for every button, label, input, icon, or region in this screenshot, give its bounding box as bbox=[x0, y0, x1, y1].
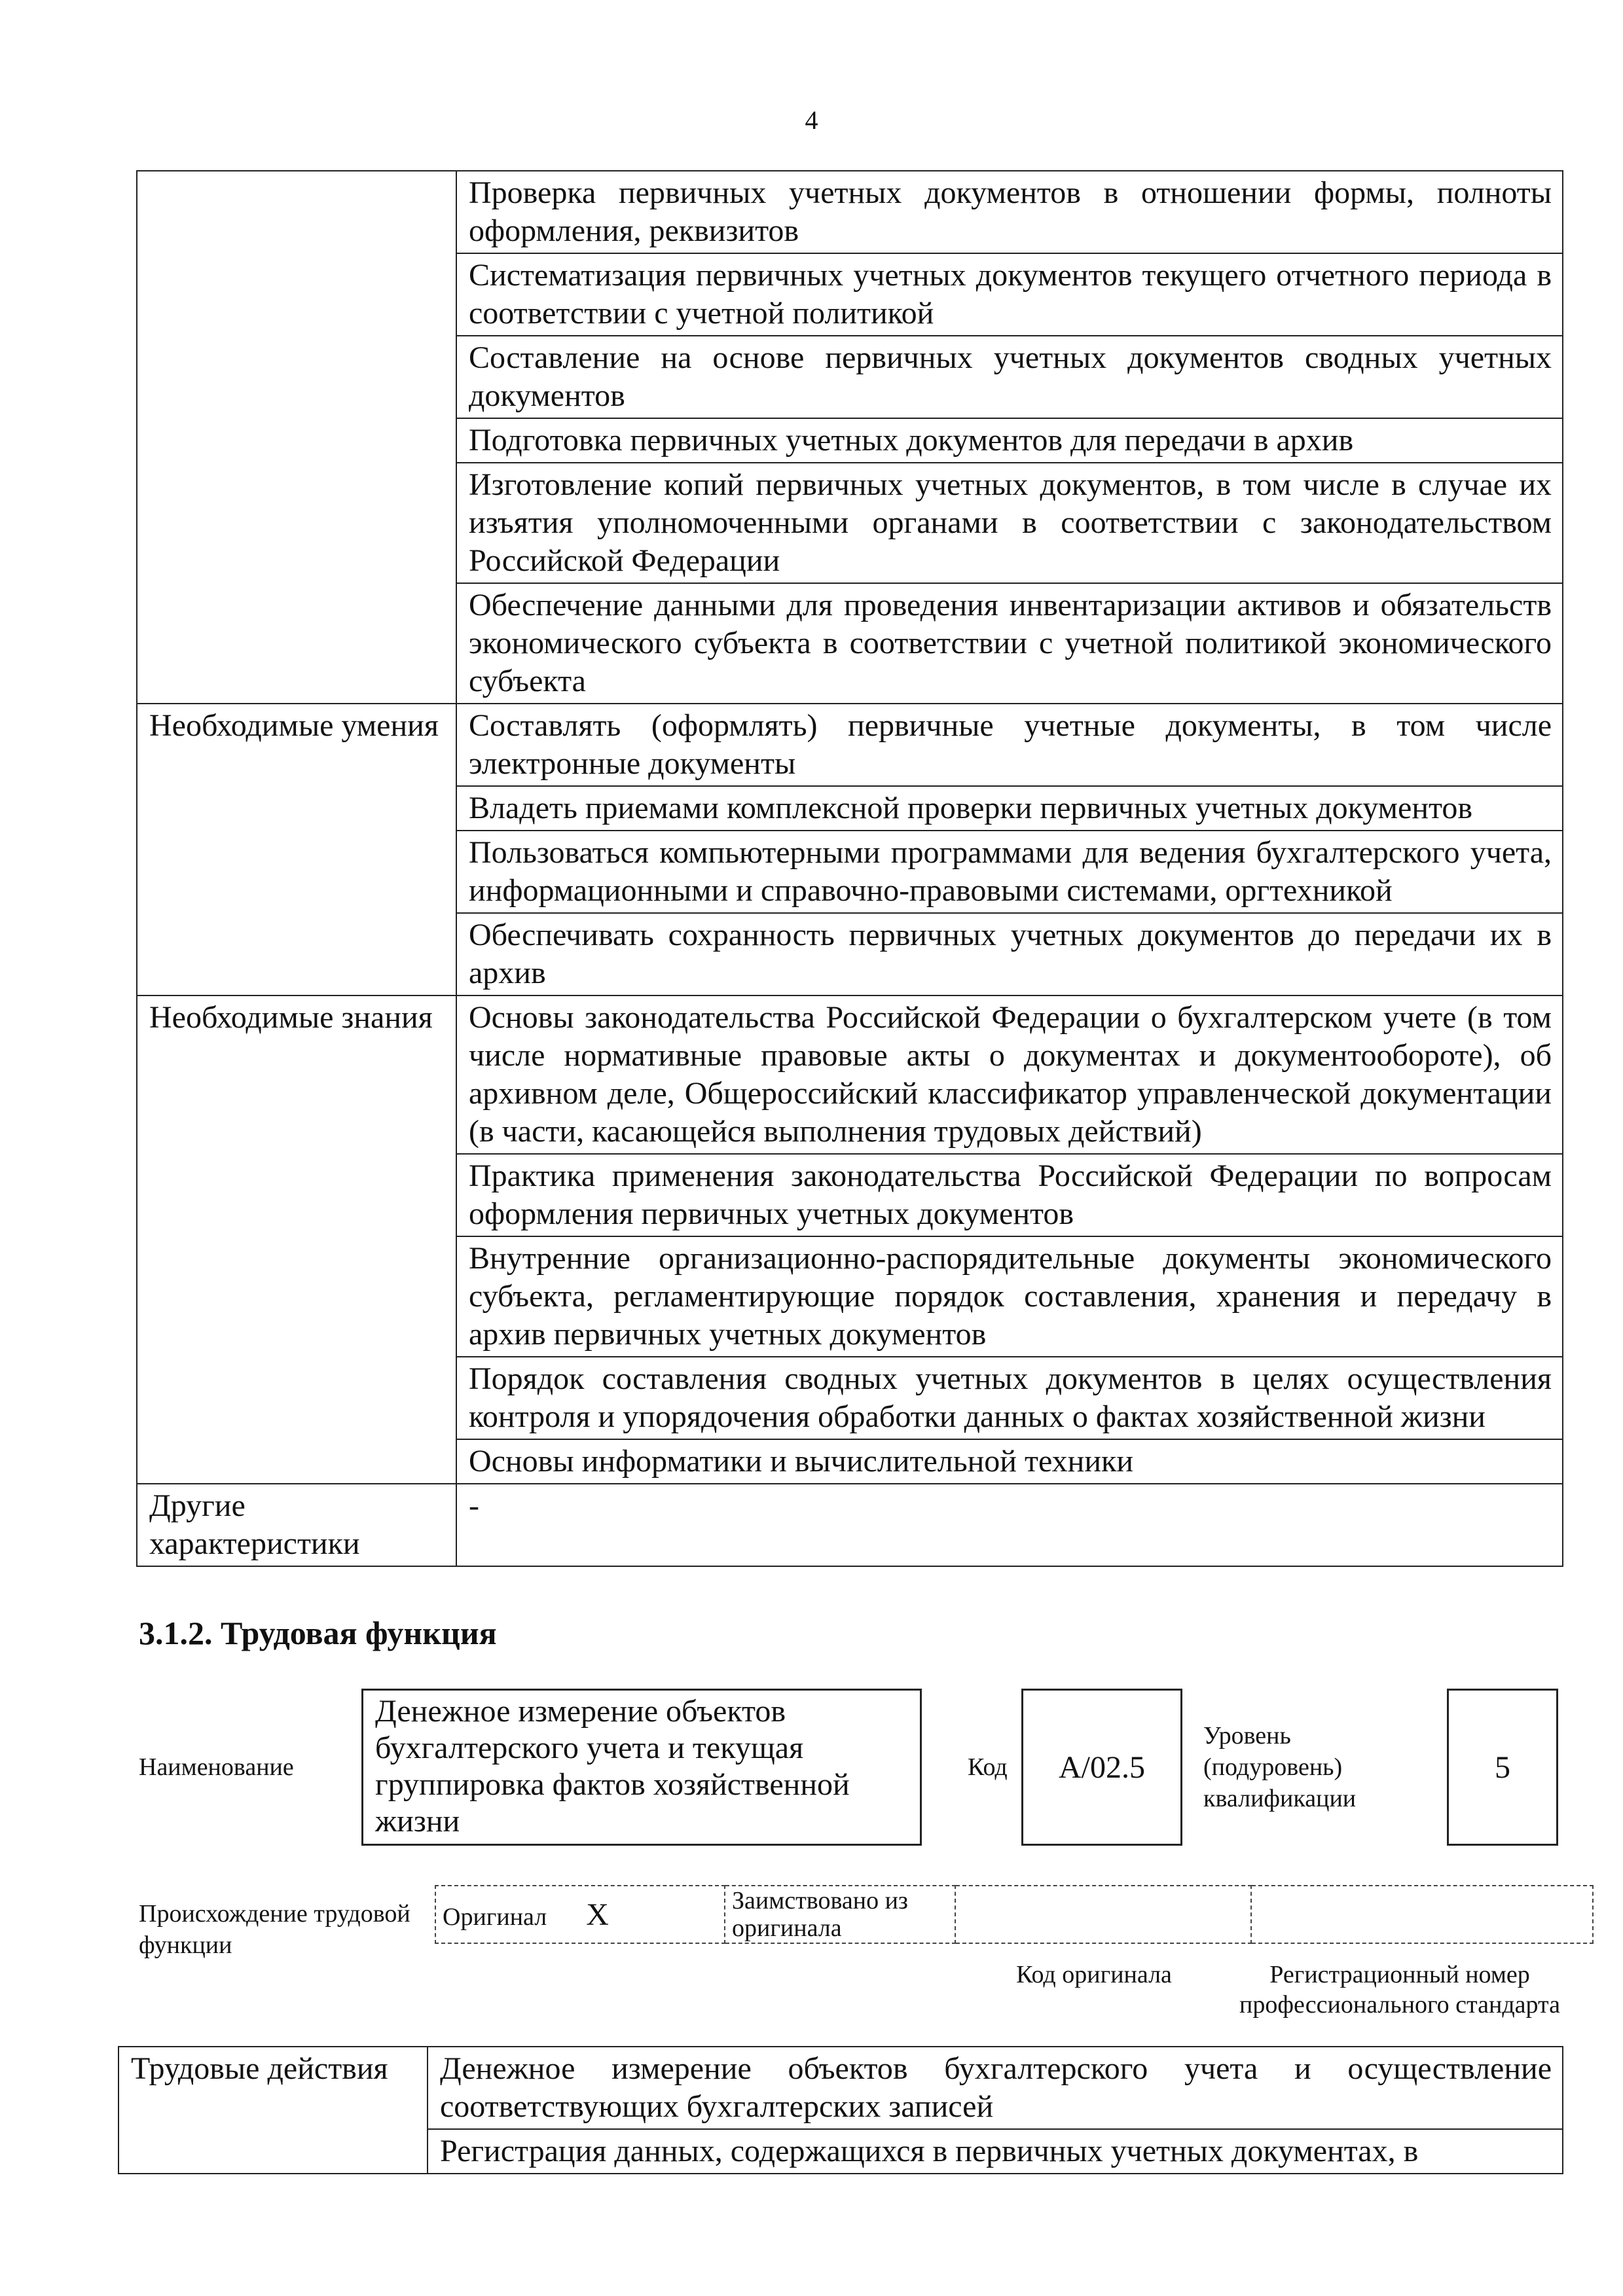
requirement-text: Обеспечение данными для проведения инвентаризации активов и обязательств экономического субъекта в соответствии с учетной политикой экономического субъекта bbox=[456, 583, 1563, 704]
requirement-text: Основы законодательства Российской Федерации о бухгалтерском учете (в том числе нормативные правовые акты о документах и документообороте), об архивном деле, Общероссийский классификатор управленческой документации (в части, касающейся выполнения трудовых действий) bbox=[456, 996, 1563, 1154]
requirement-text: Систематизация первичных учетных документов текущего отчетного периода в соответствии с учетной политикой bbox=[456, 253, 1563, 336]
table-row bbox=[119, 2047, 1563, 2129]
characteristics-table bbox=[136, 170, 1563, 1567]
requirement-text: Составлять (оформлять) первичные учетные документы, в том числе электронные документы bbox=[456, 704, 1563, 786]
level-value-box: 5 bbox=[1447, 1689, 1558, 1846]
table-row bbox=[137, 1484, 1563, 1566]
row-label bbox=[137, 171, 456, 704]
code-value-box: A/02.5 bbox=[1021, 1689, 1182, 1846]
function-name-box: Денежное измерение объектов бухгалтерского учета и текущая группировка фактов хозяйственной жизни bbox=[361, 1689, 922, 1846]
code-original-field bbox=[955, 1886, 1251, 1943]
labor-actions-table bbox=[118, 2046, 1563, 2174]
requirement-text: Денежное измерение объектов бухгалтерского учета и осуществление соответствующих бухгалтерских записей bbox=[428, 2047, 1563, 2129]
section-heading: 3.1.2. Трудовая функция bbox=[139, 1615, 497, 1651]
borrowed-label: Заимствовано из оригинала bbox=[725, 1886, 955, 1943]
page-number: 4 bbox=[805, 105, 818, 135]
requirement-text: Пользоваться компьютерными программами для ведения бухгалтерского учета, информационными и справочно-правовыми системами, оргтехникой bbox=[456, 831, 1563, 913]
name-label: Наименование bbox=[139, 1753, 294, 1781]
original-mark: X bbox=[586, 1897, 609, 1932]
origin-table bbox=[435, 1885, 1594, 1944]
requirement-text: Изготовление копий первичных учетных документов, в том числе в случае их изъятия уполномоченными органами в соответствии с законодательством Российской Федерации bbox=[456, 463, 1563, 583]
requirement-text: - bbox=[456, 1484, 1563, 1566]
origin-label: Происхождение трудовой функции bbox=[139, 1900, 410, 1959]
level-label: Уровень (подуровень) квалификации bbox=[1203, 1722, 1357, 1812]
code-original-caption: Код оригинала bbox=[1016, 1961, 1172, 1988]
requirement-text: Подготовка первичных учетных документов для передачи в архив bbox=[456, 418, 1563, 463]
requirement-text: Обеспечивать сохранность первичных учетных документов до передачи их в архив bbox=[456, 913, 1563, 996]
row-label: Необходимые знания bbox=[137, 996, 456, 1484]
table-row bbox=[137, 704, 1563, 786]
requirement-text: Основы информатики и вычислительной техники bbox=[456, 1439, 1563, 1484]
reg-number-field bbox=[1251, 1886, 1593, 1943]
reg-number-caption: Регистрационный номер профессионального стандарта bbox=[1239, 1961, 1560, 2018]
requirement-text: Внутренние организационно-распорядительные документы экономического субъекта, регламентирующие порядок составления, хранения и передачу в архив первичных учетных документов bbox=[456, 1236, 1563, 1357]
requirement-text: Практика применения законодательства Российской Федерации по вопросам оформления первичных учетных документов bbox=[456, 1154, 1563, 1236]
original-label: Оригинал bbox=[443, 1903, 547, 1931]
requirement-text: Проверка первичных учетных документов в отношении формы, полноты оформления, реквизитов bbox=[456, 171, 1563, 253]
table-row bbox=[137, 996, 1563, 1154]
requirement-text: Составление на основе первичных учетных документов сводных учетных документов bbox=[456, 336, 1563, 418]
row-label: Трудовые действия bbox=[119, 2047, 428, 2174]
requirement-text: Владеть приемами комплексной проверки первичных учетных документов bbox=[456, 786, 1563, 831]
requirement-text: Порядок составления сводных учетных документов в целях осуществления контроля и упорядочения обработки данных о фактах хозяйственной жизни bbox=[456, 1357, 1563, 1439]
requirement-text: Регистрация данных, содержащихся в первичных учетных документах, в bbox=[428, 2129, 1563, 2174]
row-label: Необходимые умения bbox=[137, 704, 456, 996]
row-label: Другие характеристики bbox=[137, 1484, 456, 1566]
table-row bbox=[137, 171, 1563, 253]
original-cell bbox=[435, 1886, 725, 1943]
code-label: Код bbox=[968, 1753, 1008, 1781]
